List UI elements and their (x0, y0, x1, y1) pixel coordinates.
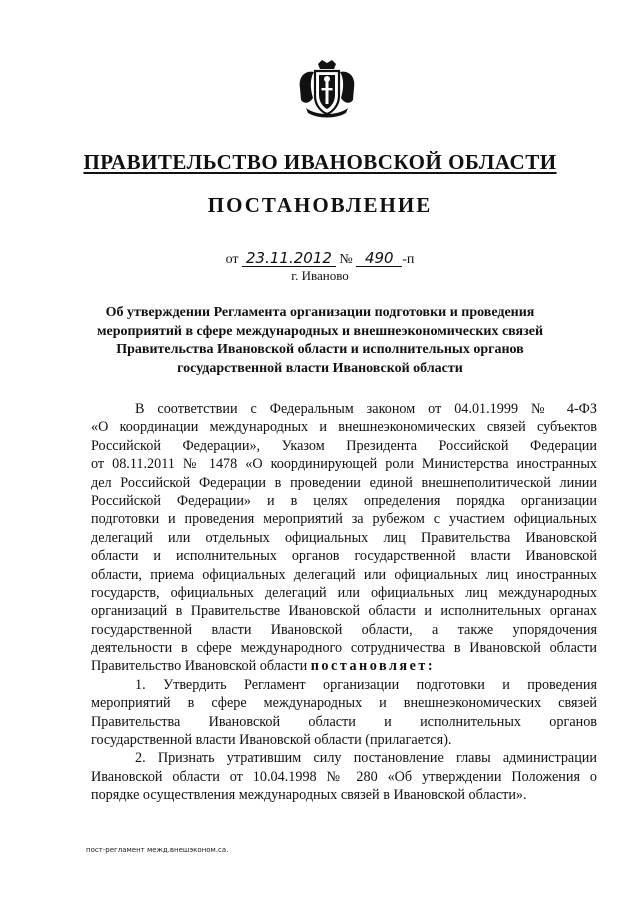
preamble-line: от 08.11.2011 № 1478 «О координирующей роли Министерства иностранных (91, 456, 597, 473)
preamble-line: организаций в Правительстве Ивановской области и исполнительных органах (91, 603, 597, 620)
footer-file-name: пост-регламент межд.внешэконом.сa. (86, 846, 229, 854)
document-type: ПОСТАНОВЛЕНИЕ (207, 193, 433, 217)
preamble-tail: Правительство Ивановской области (91, 658, 308, 675)
coat-of-arms-icon (296, 58, 358, 120)
preamble-line: Российской Федерации» и в целях определения порядка организации (91, 492, 597, 509)
preamble-line: деятельности в сфере международного сотрудничества в Ивановской области (91, 640, 597, 657)
document-body (91, 400, 597, 805)
subject-line: государственной власти Ивановской области (177, 360, 463, 376)
preamble-line: «О координации международных и внешнеэкономических связей субъектов (91, 419, 597, 436)
date-prefix: от (225, 252, 239, 267)
preamble-line: государственной власти Ивановской области, а также упорядочения (91, 621, 597, 638)
preamble-closing-line (91, 657, 597, 675)
preamble-line: области и исполнительных органов государственной власти Ивановской (91, 548, 597, 565)
organization-title: ПРАВИТЕЛЬСТВО ИВАНОВСКОЙ ОБЛАСТИ (83, 150, 557, 174)
handwritten-number: 490 (356, 250, 402, 267)
item-2-line: Ивановской области от 10.04.1998 № 280 «Об утверждении Положения о (91, 768, 597, 785)
preamble-line: дел Российской Федерации в проведении единой внешнеполитической линии (91, 474, 597, 491)
preamble-line: подготовки и проведения мероприятий за рубежом с участием официальных (91, 511, 597, 528)
subject-line: мероприятий в сфере международных и внешнеэкономических связей (96, 323, 544, 339)
item-2-line: 2. Признать утратившим силу постановление главы администрации (135, 750, 597, 767)
number-suffix: -п (402, 252, 415, 267)
subject-line: Правительства Ивановской области и исполнительных органов (116, 342, 524, 357)
number-prefix: № (339, 252, 353, 267)
item-1-line: 1. Утвердить Регламент организации подготовки и проведения (135, 676, 597, 693)
item-1-line: государственной власти Ивановской области (прилагается). (91, 732, 452, 749)
item-2-line: порядке осуществления международных связей в Ивановской области». (91, 787, 527, 804)
decrees-word: постановляет: (310, 658, 436, 675)
preamble-line: области, приема официальных делегаций или официальных лиц иностранных (91, 566, 597, 583)
date-number-line (60, 250, 580, 268)
subject-line: Об утверждении Регламента организации подготовки и проведения (105, 305, 535, 320)
document-subject (90, 304, 550, 378)
preamble-line: В соответствии с Федеральным законом от 04.01.1999 № 4-ФЗ (135, 401, 597, 417)
item-1-line: мероприятий в сфере международных и внешнеэкономических связей (91, 695, 597, 712)
city: г. Иваново (291, 268, 349, 283)
preamble-line: делегаций или отдельных официальных лиц Правительства Ивановской (91, 529, 597, 546)
handwritten-date: 23.11.2012 (242, 250, 336, 267)
preamble-line: государств, официальных делегаций или официальных лиц международных (91, 584, 597, 601)
item-1-line: Правительства Ивановской области и исполнительных органов (91, 713, 597, 730)
preamble-line: Российской Федерации», Указом Президента Российской Федерации (91, 437, 597, 454)
